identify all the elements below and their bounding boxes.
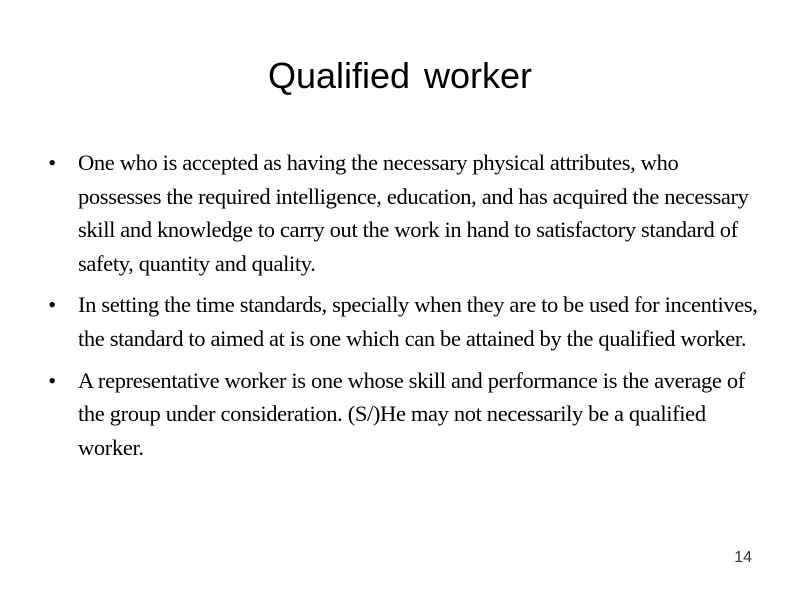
page-number: 14 xyxy=(734,549,752,566)
bullet-text-1: One who is accepted as having the necessary physical attributes, who possesses the required intelligence, education, and has acquired the necessary skill and knowledge to carry out the work in hand to satisfactory standard of safety, quantity and quality. xyxy=(78,150,749,276)
bullet-list xyxy=(42,146,760,472)
bullet-text-3: A representative worker is one whose skill and performance is the average of the group under consideration. (S/)He may not necessarily be a qualified worker. xyxy=(78,367,745,460)
bullet-icon: • xyxy=(48,367,56,393)
bullet-item-3 xyxy=(42,364,760,465)
bullet-text-2: In setting the time standards, specially when they are to be used for incentives, the standard to aimed at is one which can be attained by the qualified worker. xyxy=(78,292,758,351)
bullet-item-1 xyxy=(42,146,760,280)
bullet-item-2 xyxy=(42,288,760,355)
bullet-icon: • xyxy=(48,292,56,318)
bullet-icon: • xyxy=(48,150,56,175)
slide-title: Qualified worker xyxy=(267,55,533,96)
